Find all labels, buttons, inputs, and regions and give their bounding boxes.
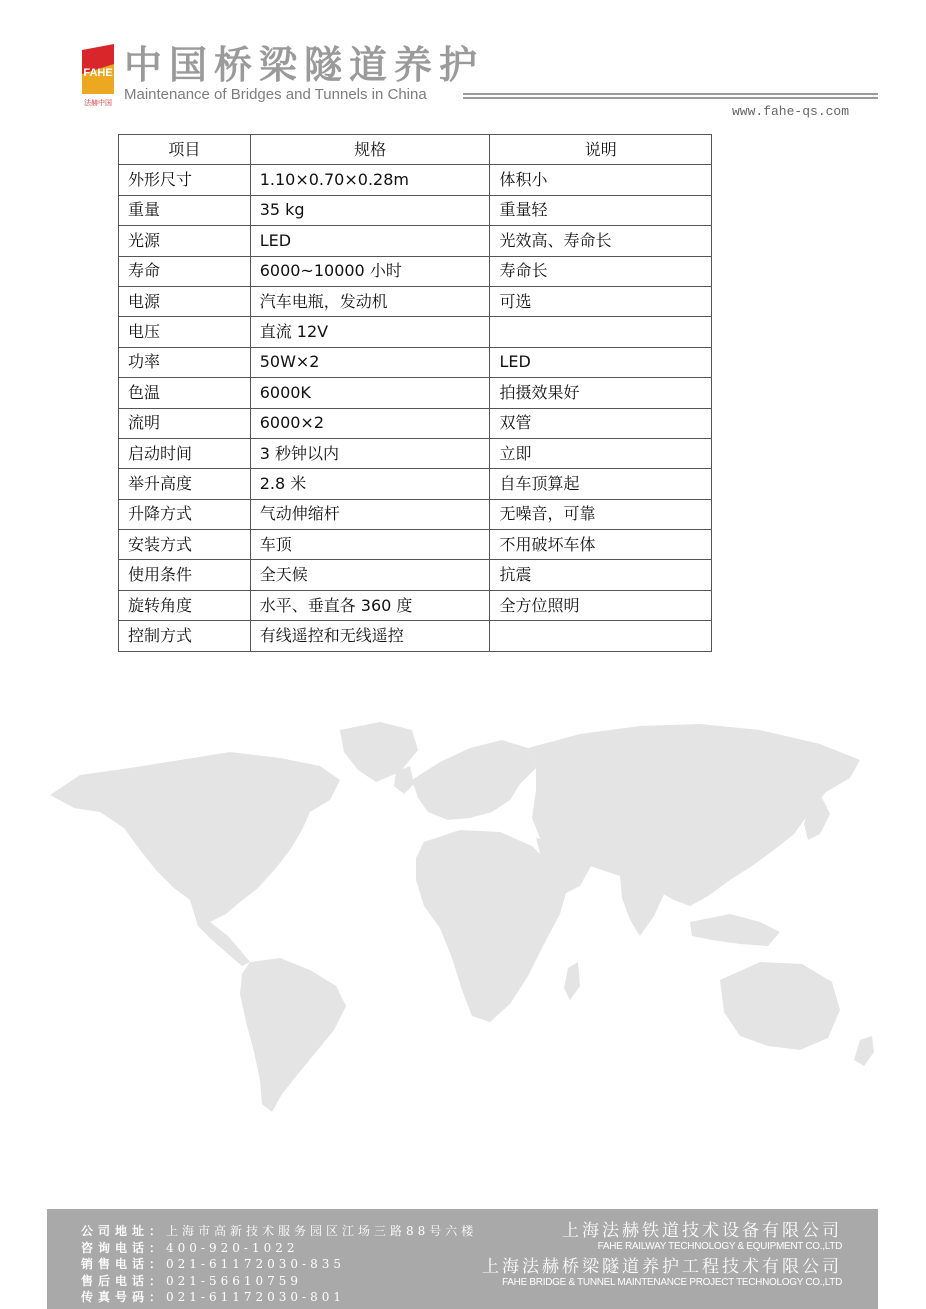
- footer-contact-line: [81, 1223, 477, 1240]
- cell-item: 流明: [119, 408, 251, 438]
- company-logo: [78, 44, 118, 108]
- header-rule-bottom: [463, 97, 878, 99]
- company1-name-en: FAHE RAILWAY TECHNOLOGY & EQUIPMENT CO.,LTD: [597, 1241, 842, 1252]
- logo-text: FAHE: [83, 67, 113, 79]
- cell-note: 寿命长: [490, 256, 712, 286]
- table-row: [119, 317, 712, 347]
- col-header-note: 说明: [490, 135, 712, 165]
- cell-spec: 汽车电瓶，发动机: [250, 286, 490, 316]
- cell-spec: 2.8 米: [250, 469, 490, 499]
- table-row: [119, 530, 712, 560]
- cell-spec: 6000K: [250, 378, 490, 408]
- cell-note: 全方位照明: [490, 590, 712, 620]
- cell-item: 外形尺寸: [119, 165, 251, 195]
- cell-spec: 有线遥控和无线遥控: [250, 621, 490, 651]
- cell-spec: 车顶: [250, 530, 490, 560]
- cell-item: 重量: [119, 195, 251, 225]
- cell-spec: 水平、垂直各 360 度: [250, 590, 490, 620]
- cell-item: 电源: [119, 286, 251, 316]
- contact-label: 公司地址：: [81, 1224, 167, 1238]
- company2-name-en: FAHE BRIDGE & TUNNEL MAINTENANCE PROJECT TECHNOLOGY CO.,LTD: [502, 1277, 842, 1288]
- footer-bar: [47, 1209, 878, 1309]
- cell-note: 立即: [490, 438, 712, 468]
- table-header-row: [119, 135, 712, 165]
- table-row: [119, 256, 712, 286]
- cell-spec: 1.10×0.70×0.28m: [250, 165, 490, 195]
- cell-item: 色温: [119, 378, 251, 408]
- cell-note: 双管: [490, 408, 712, 438]
- table-row: [119, 165, 712, 195]
- table-row: [119, 195, 712, 225]
- cell-note: 抗震: [490, 560, 712, 590]
- contact-label: 传真号码：: [81, 1290, 167, 1305]
- table-row: [119, 469, 712, 499]
- cell-note: 重量轻: [490, 195, 712, 225]
- header-title-en: Maintenance of Bridges and Tunnels in China: [124, 86, 427, 103]
- contact-value: 021-56610759: [166, 1273, 303, 1288]
- spec-table: [118, 134, 712, 652]
- footer-contact-line: [81, 1289, 477, 1306]
- cell-item: 升降方式: [119, 499, 251, 529]
- logo-subtext: 法赫中国: [84, 99, 112, 107]
- cell-spec: 3 秒钟以内: [250, 438, 490, 468]
- cell-note: 无噪音，可靠: [490, 499, 712, 529]
- cell-spec: 直流 12V: [250, 317, 490, 347]
- cell-item: 举升高度: [119, 469, 251, 499]
- cell-note: 自车顶算起: [490, 469, 712, 499]
- cell-item: 旋转角度: [119, 590, 251, 620]
- cell-spec: 35 kg: [250, 195, 490, 225]
- table-row: [119, 438, 712, 468]
- cell-spec: LED: [250, 226, 490, 256]
- cell-spec: 6000~10000 小时: [250, 256, 490, 286]
- website-link[interactable]: www.fahe-qs.com: [732, 104, 850, 119]
- cell-spec: 全天候: [250, 560, 490, 590]
- col-header-spec: 规格: [250, 135, 490, 165]
- contact-value: 021-61172030-801: [166, 1290, 346, 1305]
- footer-contact-line: [81, 1256, 477, 1273]
- footer-contact-line: [81, 1240, 477, 1257]
- table-row: [119, 560, 712, 590]
- cell-note: 可选: [490, 286, 712, 316]
- cell-note: 不用破坏车体: [490, 530, 712, 560]
- footer-contacts: [81, 1223, 477, 1306]
- table-row: [119, 590, 712, 620]
- contact-value: 021-61172030-835: [166, 1257, 346, 1272]
- contact-value: 上海市高新技术服务园区江场三路88号六楼: [166, 1224, 478, 1238]
- cell-item: 安装方式: [119, 530, 251, 560]
- company2-name-cn: 上海法赫桥梁隧道养护工程技术有限公司: [482, 1257, 842, 1277]
- cell-note: [490, 317, 712, 347]
- cell-note: 体积小: [490, 165, 712, 195]
- cell-item: 使用条件: [119, 560, 251, 590]
- table-row: [119, 408, 712, 438]
- contact-label: 售后电话：: [81, 1273, 167, 1288]
- company1-name-cn: 上海法赫铁道技术设备有限公司: [562, 1221, 842, 1241]
- contact-value: 400-920-1022: [166, 1240, 299, 1255]
- col-header-item: 项目: [119, 135, 251, 165]
- contact-label: 咨询电话：: [81, 1240, 167, 1255]
- table-row: [119, 621, 712, 651]
- cell-item: 寿命: [119, 256, 251, 286]
- cell-spec: 6000×2: [250, 408, 490, 438]
- cell-note: 光效高、寿命长: [490, 226, 712, 256]
- cell-item: 电压: [119, 317, 251, 347]
- footer-companies: [482, 1221, 842, 1293]
- header-title-cn: 中国桥梁隧道养护: [124, 43, 485, 87]
- cell-note: [490, 621, 712, 651]
- cell-note: 拍摄效果好: [490, 378, 712, 408]
- footer-contact-line: [81, 1273, 477, 1290]
- cell-item: 光源: [119, 226, 251, 256]
- header-rule-top: [463, 93, 878, 95]
- table-row: [119, 286, 712, 316]
- cell-item: 功率: [119, 347, 251, 377]
- world-map-graphic: [40, 700, 890, 1120]
- contact-label: 销售电话：: [81, 1257, 167, 1272]
- cell-spec: 50W×2: [250, 347, 490, 377]
- cell-item: 启动时间: [119, 438, 251, 468]
- cell-note: LED: [490, 347, 712, 377]
- cell-item: 控制方式: [119, 621, 251, 651]
- table-row: [119, 347, 712, 377]
- table-row: [119, 378, 712, 408]
- table-row: [119, 499, 712, 529]
- table-row: [119, 226, 712, 256]
- cell-spec: 气动伸缩杆: [250, 499, 490, 529]
